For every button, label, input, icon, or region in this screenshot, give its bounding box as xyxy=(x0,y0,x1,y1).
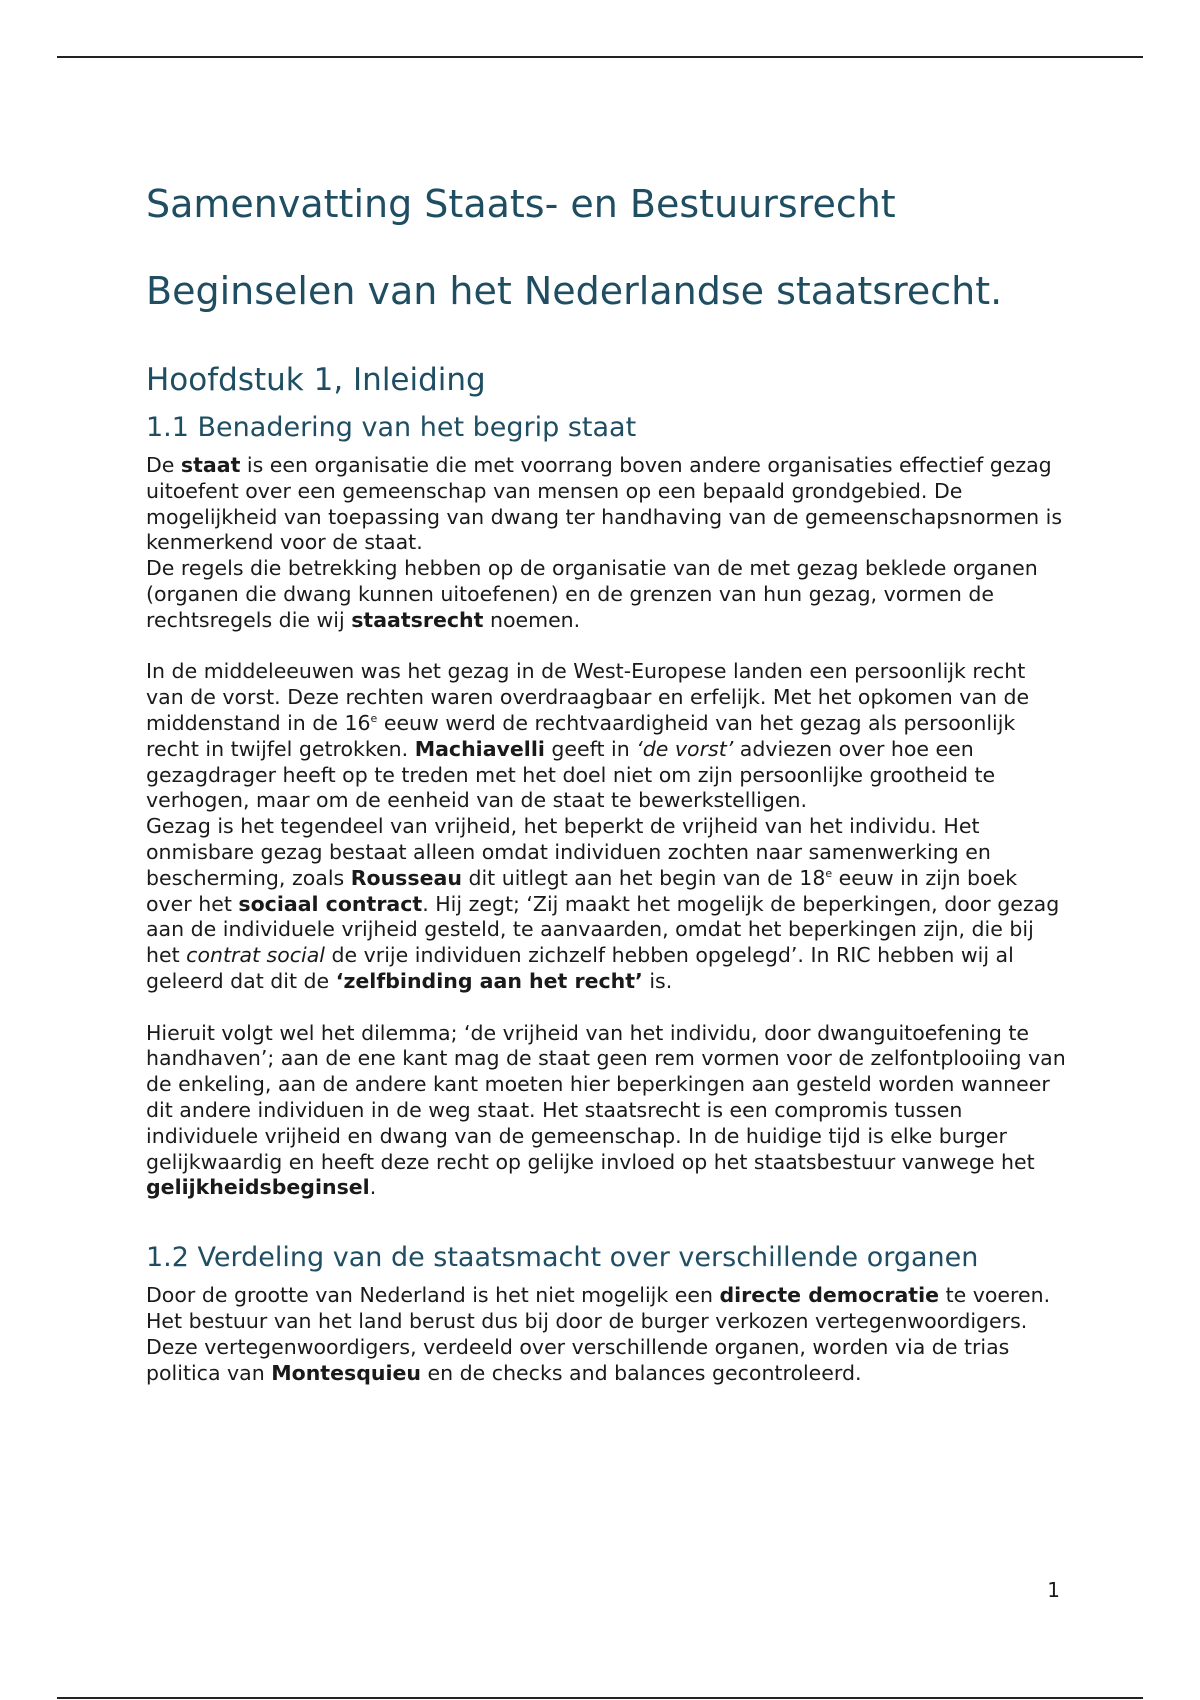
document-title: Samenvatting Staats- en Bestuursrecht xyxy=(146,182,896,226)
section-heading-1-1: 1.1 Benadering van het begrip staat xyxy=(146,412,637,443)
bold-term: Machiavelli xyxy=(414,736,545,761)
bold-term: ‘zelfbinding aan het recht’ xyxy=(335,968,643,993)
paragraph: In de middeleeuwen was het gezag in de West-Europese landen een persoonlijk recht van de vorst. Deze rechten waren overdraagbaar en erfelijk. Met het opkomen van de middenstand in de 16e eeuw werd de rechtvaardigheid van het gezag als persoonlijk recht in twijfel getrokken. Machiavelli geeft in ‘de vorst’ adviezen over hoe een gezagdrager heeft op te treden met het doel niet om zijn persoonlijke grootheid te verhogen, maar om de eenheid van de staat te bewerkstelligen. xyxy=(146,659,1030,813)
italic-term: ‘de vorst’ xyxy=(636,736,734,761)
bold-term: staat xyxy=(180,453,241,477)
paragraph: De staat is een organisatie die met voorrang boven andere organisaties effectief gezag uitoefent over een gemeenschap van mensen op een bepaald grondgebied. De mogelijkheid van toepassing van dwang ter handhaving van de gemeenschapsnormen is kenmerkend voor de staat. xyxy=(146,453,1063,555)
paragraph: Door de grootte van Nederland is het niet mogelijk een directe democratie te voeren. Het bestuur van het land berust dus bij door de burger verkozen vertegenwoordigers. Deze vertegenwoordigers, verdeeld over verschillende organen, worden via de trias politica van Montesquieu en de checks and balances gecontroleerd. xyxy=(146,1283,1051,1385)
page-number: 1 xyxy=(1047,1578,1060,1602)
bold-term: staatsrecht xyxy=(351,607,484,632)
document-body xyxy=(146,178,1066,1386)
bold-term: directe democratie xyxy=(719,1283,940,1308)
header-rule xyxy=(57,56,1143,58)
bold-term: Montesquieu xyxy=(271,1360,422,1385)
bold-term: sociaal contract xyxy=(238,891,423,916)
italic-term: contrat social xyxy=(186,943,326,968)
footer-rule xyxy=(57,1697,1143,1699)
bold-term: gelijkheidsbeginsel xyxy=(146,1175,370,1200)
paragraph: Gezag is het tegendeel van vrijheid, het beperkt de vrijheid van het individu. Het onmisbare gezag bestaat alleen omdat individuen zochten naar samenwerking en bescherming, zoals Rousseau dit uitlegt aan het begin van de 18e eeuw in zijn boek over het sociaal contract. Hij zegt; ‘Zij maakt het mogelijk de beperkingen, door gezag aan de individuele vrijheid gesteld, te aanvaarden, omdat het beperkingen zijn, die bij het contrat social de vrije individuen zichzelf hebben opgelegd’. In RIC hebben wij al geleerd dat dit de ‘zelfbinding aan het recht’ is. xyxy=(146,814,1060,993)
section-heading-1-2: 1.2 Verdeling van de staatsmacht over verschillende organen xyxy=(146,1242,979,1274)
bold-term: Rousseau xyxy=(350,865,462,890)
document-subtitle: Beginselen van het Nederlandse staatsrecht. xyxy=(146,269,1003,313)
paragraph: De regels die betrekking hebben op de organisatie van de met gezag beklede organen (organen die dwang kunnen uitoefenen) en de grenzen van hun gezag, vormen de rechtsregels die wij staatsrecht noemen. xyxy=(146,556,1038,632)
chapter-heading: Hoofdstuk 1, Inleiding xyxy=(146,362,486,398)
paragraph: Hieruit volgt wel het dilemma; ‘de vrijheid van het individu, door dwanguitoefening te handhaven’; aan de ene kant mag de staat geen rem vormen voor de zelfontplooiing van de enkeling, aan de andere kant moeten hier beperkingen aan gesteld worden wanneer dit andere individuen in de weg staat. Het staatsrecht is een compromis tussen individuele vrijheid en dwang van de gemeenschap. In de huidige tijd is elke burger gelijkwaardig en heeft deze recht op gelijke invloed op het staatsbestuur vanwege het gelijkheidsbeginsel. xyxy=(146,1020,1066,1200)
